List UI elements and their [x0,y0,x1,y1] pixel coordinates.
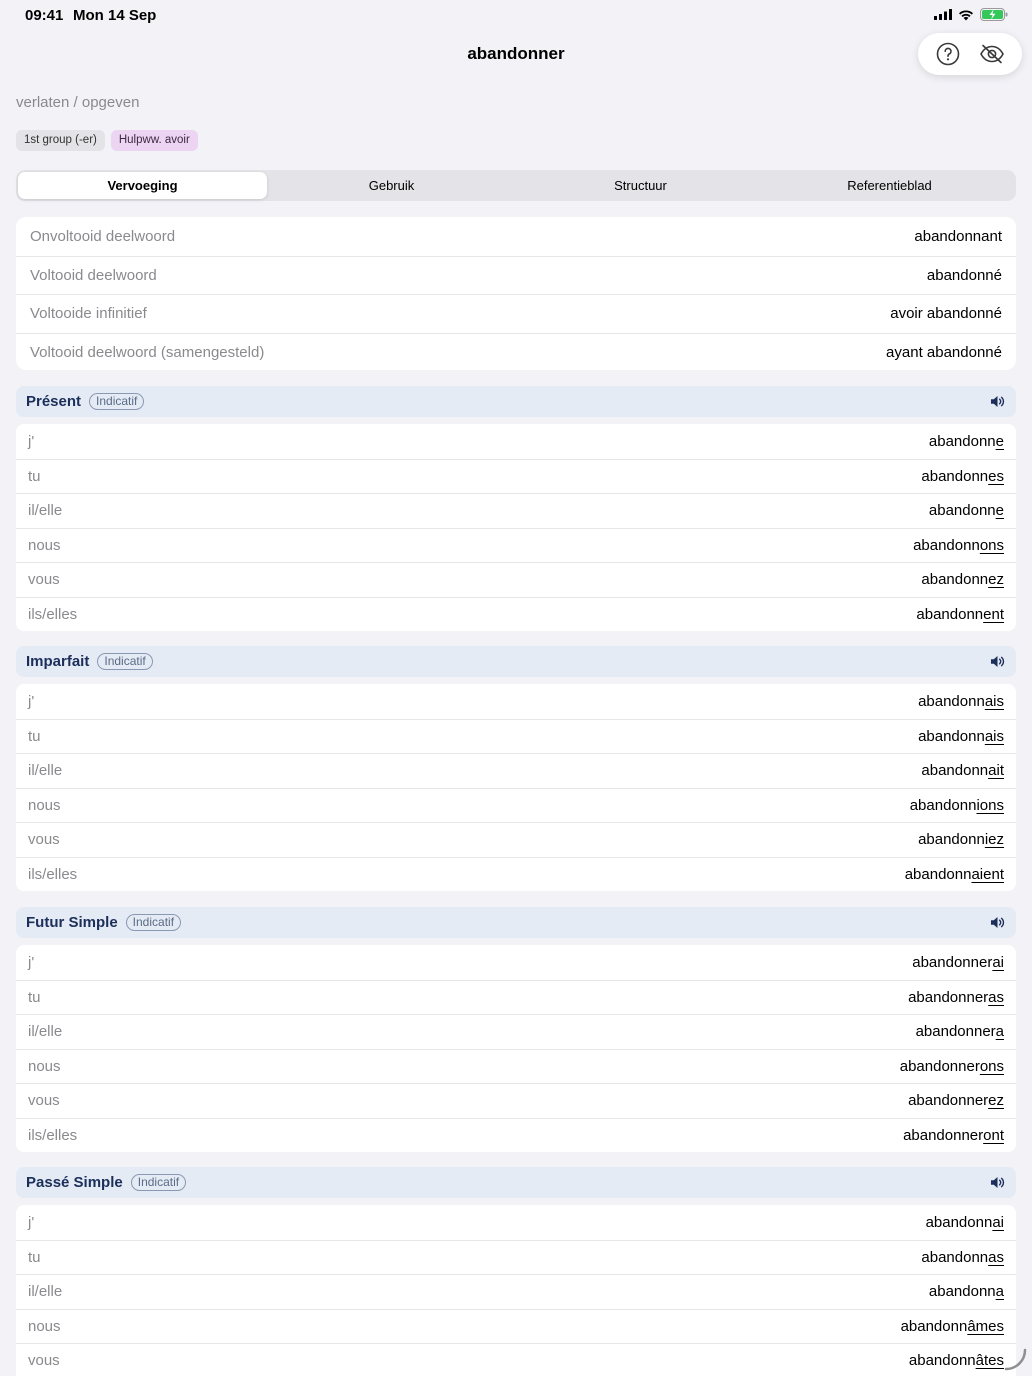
tab-structuur[interactable]: Structuur [614,178,667,193]
pronoun-label: nous [28,536,61,554]
conjugated-form [908,1092,1004,1109]
conjugated-form [916,1023,1004,1040]
pronoun-label: ils/elles [28,1126,78,1144]
conjugation-row [16,857,1016,892]
verb-translation: verlaten / opgeven [16,94,140,111]
conjugation-row [16,1118,1016,1153]
conjugation-stem: abandonn [921,571,989,589]
conjugation-ending: es [988,467,1004,485]
page-title: abandonner [467,44,565,63]
auxiliary-tag: Hulpww. avoir [111,130,198,151]
conjugation-row [16,1240,1016,1275]
conjugation-row [16,424,1016,459]
form-row-present-participle [16,217,1016,256]
conjugated-form [921,1249,1004,1266]
conjugation-row [16,1343,1016,1376]
form-value: abandonnant [914,227,1002,245]
conjugation-stem: abandonn [918,692,985,710]
battery-charging-icon [980,8,1008,21]
status-date: Mon 14 Sep [73,7,157,24]
conjugation-stem: abandonn [916,605,984,623]
conjugation-row [16,1309,1016,1344]
conjugated-form [903,1127,1004,1144]
pronoun-label: j' [28,432,35,450]
conjugation-ending: ent [983,605,1004,623]
conjugation-stem: abandonner [899,1057,980,1075]
play-audio-button[interactable] [990,1175,1006,1191]
conjugation-row [16,528,1016,563]
scroll-indicator-icon[interactable] [1004,1348,1028,1372]
conjugated-form [918,831,1004,848]
play-audio-button[interactable] [990,915,1006,931]
conjugation-stem: abandonn [928,502,996,520]
conjugated-form [901,1318,1004,1335]
conjugation-stem: abandonner [908,988,989,1006]
verb-group-tag: 1st group (-er) [16,130,105,151]
mood-badge: Indicatif [97,653,152,670]
speaker-icon [990,395,1005,408]
conjugation-ending: ait [988,762,1004,780]
mood-badge: Indicatif [131,1174,186,1191]
conjugation-table [16,1205,1016,1376]
form-row-compound-participle [16,333,1016,371]
conjugation-row [16,1274,1016,1309]
tense-title: Futur Simple [26,914,118,931]
conjugation-row [16,493,1016,528]
conjugation-stem: abandonn [900,1317,968,1335]
conjugation-ending: ez [988,1092,1004,1110]
play-audio-button[interactable] [990,654,1006,670]
conjugated-form [926,1214,1004,1231]
speaker-icon [990,916,1005,929]
pronoun-label: nous [28,796,61,814]
conjugation-row [16,562,1016,597]
conjugation-ending: âtes [975,1352,1004,1370]
conjugation-table [16,945,1016,1152]
conjugation-ending: ai [992,1213,1004,1231]
speaker-icon [990,655,1005,668]
pronoun-label: vous [28,1092,60,1110]
tense-title: Passé Simple [26,1174,123,1191]
tense-header [16,1167,1016,1198]
conjugation-stem: abandonn [918,727,985,745]
conjugation-stem: abandonner [908,1092,989,1110]
pronoun-label: ils/elles [28,605,78,623]
conjugation-row [16,684,1016,719]
pronoun-label: vous [28,831,60,849]
form-value: ayant abandonné [886,343,1002,361]
conjugation-ending: ais [984,692,1004,710]
pronoun-label: j' [28,1213,35,1231]
form-value: abandonné [926,266,1002,284]
conjugated-form [929,1283,1004,1300]
form-label: Voltooide infinitief [30,305,147,323]
conjugated-form [905,866,1004,883]
conjugation-ending: âmes [967,1317,1004,1335]
pronoun-label: j' [28,692,35,710]
conjugation-ending: a [995,1023,1004,1041]
conjugation-ending: ez [988,571,1004,589]
conjugation-row [16,753,1016,788]
eye-slash-icon [979,44,1005,64]
conjugation-row [16,1083,1016,1118]
conjugation-row [16,788,1016,823]
wifi-icon [958,9,974,21]
conjugated-form [921,468,1004,485]
conjugation-row [16,822,1016,857]
conjugated-form [900,1058,1004,1075]
tab-gebruik[interactable]: Gebruik [368,178,415,193]
pronoun-label: nous [28,1057,61,1075]
conjugation-row [16,945,1016,980]
conjugation-stem: abandonn [928,1283,996,1301]
conjugated-form [912,954,1004,971]
conjugation-table [16,424,1016,631]
conjugation-stem: abandonn [921,1248,989,1266]
conjugation-ending: aient [971,865,1004,883]
play-audio-button[interactable] [990,394,1006,410]
mood-badge: Indicatif [89,393,144,410]
pronoun-label: ils/elles [28,865,78,883]
conjugation-stem: abandonn [921,467,989,485]
form-label: Onvoltooid deelwoord [30,227,176,245]
conjugation-stem: abandonner [903,1126,984,1144]
conjugation-stem: abandonn [925,1213,993,1231]
hide-translation-button[interactable] [976,38,1008,70]
conjugation-ending: e [995,432,1004,450]
conjugation-stem: abandonn [921,762,989,780]
conjugation-ending: ai [992,953,1004,971]
conjugated-form [921,762,1004,779]
conjugated-form [918,693,1004,710]
tab-bar [16,170,1016,201]
conjugation-row [16,1014,1016,1049]
conjugated-form [908,989,1004,1006]
verb-tags [16,130,198,151]
conjugated-form [918,728,1004,745]
tab-referentieblad[interactable]: Referentieblad [847,178,932,193]
tense-header [16,646,1016,677]
status-bar [0,0,1032,32]
conjugation-stem: abandonn [928,432,996,450]
conjugation-ending: iez [984,831,1004,849]
conjugation-ending: ons [979,536,1004,554]
pronoun-label: vous [28,1352,60,1370]
conjugation-ending: ais [984,727,1004,745]
pronoun-label: il/elle [28,1283,63,1301]
conjugation-row [16,980,1016,1015]
conjugation-stem: abandonn [913,536,980,554]
tense-title: Présent [26,393,82,410]
tab-vervoeging[interactable]: Vervoeging [18,172,267,199]
help-button[interactable] [932,38,964,70]
status-icons [934,8,1008,21]
conjugation-stem: abandonner [915,1023,996,1041]
pronoun-label: il/elle [28,762,63,780]
status-time: 09:41 [25,7,64,24]
conjugated-form [916,606,1004,623]
conjugation-ending: ont [983,1126,1004,1144]
pronoun-label: tu [28,467,41,485]
tense-title: Imparfait [26,653,90,670]
conjugation-stem: abandonner [912,953,993,971]
conjugation-ending: a [995,1283,1004,1301]
conjugated-form [929,502,1004,519]
nav-actions [918,33,1022,75]
conjugation-ending: ons [979,1057,1004,1075]
conjugation-ending: as [988,1248,1004,1266]
pronoun-label: nous [28,1317,61,1335]
pronoun-label: tu [28,727,41,745]
conjugation-stem: abandonn [918,831,985,849]
conjugation-ending: e [995,502,1004,520]
pronoun-label: il/elle [28,1023,63,1041]
form-value: avoir abandonné [890,305,1002,323]
conjugation-row [16,459,1016,494]
conjugated-form [910,797,1004,814]
conjugation-stem: abandonn [904,865,972,883]
conjugation-row [16,597,1016,632]
tense-header [16,907,1016,938]
pronoun-label: il/elle [28,502,63,520]
conjugation-row [16,719,1016,754]
conjugation-ending: as [988,988,1004,1006]
pronoun-label: j' [28,953,35,971]
conjugated-form [913,537,1004,554]
speaker-icon [990,1176,1005,1189]
conjugated-form [921,571,1004,588]
form-label: Voltooid deelwoord [30,266,157,284]
conjugation-row [16,1205,1016,1240]
conjugation-table [16,684,1016,891]
pronoun-label: tu [28,988,41,1006]
conjugation-stem: abandonn [908,1352,976,1370]
conjugated-form [909,1352,1004,1369]
form-row-past-participle [16,256,1016,295]
form-row-past-infinitive [16,294,1016,333]
form-label: Voltooid deelwoord (samengesteld) [30,343,265,361]
mood-badge: Indicatif [126,914,181,931]
cellular-signal-icon [934,9,952,20]
question-circle-icon [936,42,960,66]
tense-header [16,386,1016,417]
pronoun-label: vous [28,571,60,589]
conjugated-form [929,433,1004,450]
verb-forms-card [16,217,1016,370]
conjugation-row [16,1049,1016,1084]
conjugation-ending: ions [976,796,1004,814]
conjugation-stem: abandonn [909,796,977,814]
pronoun-label: tu [28,1248,41,1266]
